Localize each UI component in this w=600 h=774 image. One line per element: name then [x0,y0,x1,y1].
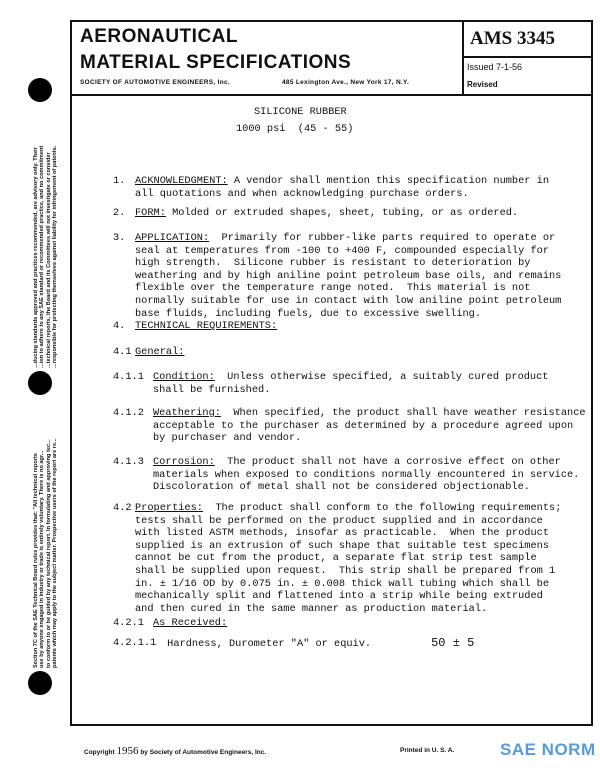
section-text: supplied is an extrusion of such shape that suitable test specimens [135,539,550,552]
spec-section [113,456,579,494]
section-line [153,469,579,482]
printed-in: Printed in U. S. A. [400,747,455,754]
section-line [153,432,586,445]
punch-hole [28,671,52,695]
section-text: The product shall conform to the following requirements; [202,502,562,514]
margin-note-upper [33,146,59,368]
section-text: Discoloration of metal shall not be considered objectionable. [153,481,530,494]
margin-note-lower [33,438,59,668]
section-line [135,207,518,220]
section-heading: As Received: [153,617,228,629]
section-text: high strength. Silicone rubber is resistant to deterioration by [135,257,531,270]
doc-subtitle: 1000 psi (45 - 55) [236,123,354,135]
section-line [153,407,586,420]
section-text: in. ± 1/16 OD by 0.075 in. ± 0.008 thick wall tubing which shall be [135,577,550,590]
margin-line: to conform to or be guided by any technical report. In formulating and approving tec... [45,439,52,668]
section-line [135,540,561,553]
section-line [135,603,561,616]
section-line [161,637,474,651]
section-number: 3. [113,232,126,244]
punch-hole [28,371,52,395]
section-line [135,308,561,321]
section-number: 4.1.1 [113,371,144,383]
section-text: shall be furnished. [153,383,271,396]
section-heading: TECHNICAL REQUIREMENTS: [135,320,278,332]
section-text: mechanically split and flattened into a strip while being extruded [135,590,543,603]
margin-line: use by anyone engaged in industry or trade is entirely voluntary. There is no agr... [39,450,46,668]
divider [462,20,464,96]
margin-line: ...ducing standards approved and practices recommended, are advisory only. Their [33,147,39,368]
section-line [153,456,579,469]
spec-section [113,407,586,445]
spec-section [113,502,561,615]
section-text: shall be supplied upon request. This strip shall be prepared from 1 [135,564,556,577]
section-text: weathering and by high aniline point petroleum base oils, and remains [135,269,562,282]
divider [462,56,593,58]
spec-section [113,320,277,333]
header-title-line2: MATERIAL SPECIFICATIONS [80,52,352,73]
issued-date: Issued 7-1-56 [467,62,523,72]
section-line [135,270,561,283]
section-number: 2. [113,207,126,219]
section-line [135,346,184,359]
section-number: 1. [113,175,126,187]
section-line [135,527,561,540]
section-line [135,590,561,603]
section-text: A vendor shall mention this specification number in [227,175,550,187]
punch-hole [28,78,52,102]
section-line [135,232,561,245]
section-heading: Weathering: [153,407,221,419]
section-line [135,188,549,201]
section-text: acceptable to the purchaser as determined by a procedure agreed upon [153,419,574,432]
section-text: base fluids, including fuels, due to excessive swelling. [135,307,482,320]
section-line [153,371,548,384]
section-heading: Properties: [135,502,203,514]
section-text: tests shall be performed on the product supplied and in accordance [135,514,543,527]
section-number: 4.2 [113,502,132,514]
copyright-year: 1956 [116,745,139,757]
doc-title: SILICONE RUBBER [254,106,347,118]
section-line [153,617,227,630]
section-number: 4. [113,320,126,332]
section-line [135,515,561,528]
section-line [135,245,561,258]
revised-label: Revised [467,80,498,89]
margin-line: Section 7C of the SAE Technical Board rules provides that: "All technical reports [33,453,39,668]
section-text: The product shall not have a corrosive effect on other [214,456,561,468]
section-text: seal at temperatures from -100 to +400 F, compounded especially for [135,244,550,257]
spec-section [113,617,227,630]
divider [70,94,593,96]
section-text: normally suitable for use in contact with low aniline point petroleum [135,294,562,307]
section-heading: Corrosion: [153,456,215,468]
margin-line: patents which may apply to the subject matter. Prospective users of the report are re... [52,438,59,668]
spec-section [113,371,548,396]
hardness-value: 50 ± 5 [431,636,475,650]
section-line [135,502,561,515]
spec-section [113,346,184,359]
section-heading: General: [135,346,185,358]
section-line [153,420,586,433]
section-text: and then cured in the same manner as production material. [135,602,488,615]
margin-line: ...ion to adhere to any SAE standard or recommended practice, and no commitment [39,145,46,368]
section-line [135,295,561,308]
section-text: by purchaser and vendor. [153,432,302,445]
spec-section [113,232,561,320]
copyright [84,745,266,757]
copyright-label: Copyright [84,749,115,756]
section-line [135,175,549,188]
section-line [153,384,548,397]
section-text: Unless otherwise specified, a suitably cured product [214,371,549,383]
section-text: Molded or extruded shapes, sheet, tubing, or as ordered. [165,207,519,219]
section-number: 4.1.2 [113,407,144,419]
section-number: 4.2.1 [113,617,144,629]
section-line [135,282,561,295]
section-line [135,565,561,578]
margin-line: ...technical reports, the Board and its Committees will not investigate or consider [45,152,52,368]
section-heading: APPLICATION: [135,232,210,244]
spec-number: AMS 3345 [470,28,555,49]
margin-line: ...responsible for protecting themselves against liability for infringement of patents. [52,145,59,368]
section-text: When specified, the product shall have weather resistance [220,407,586,419]
section-text: with listed ASTM methods, insofar as practicable. When the product [135,527,550,540]
section-heading: FORM: [135,207,166,219]
section-number: 4.1 [113,346,132,358]
section-text: flexible over the temperature range noted. This material is not [135,282,531,295]
section-text: materials when exposed to conditions normally encountered in service. [153,468,580,481]
section-heading: Condition: [153,371,215,383]
section-number: 4.1.3 [113,456,144,468]
society-address: 485 Lexington Ave., New York 17, N.Y. [282,79,410,86]
section-text: cannot be cut from the product, a separate flat strip test sample [135,552,537,565]
section-text: Hardness, Durometer "A" or equiv. [161,638,372,650]
section-line [135,257,561,270]
spec-section [113,175,549,200]
section-heading: ACKNOWLEDGMENT: [135,175,228,187]
section-text: all quotations and when acknowledging purchase orders. [135,187,469,200]
section-line [135,578,561,591]
section-line [135,552,561,565]
spec-section [113,207,518,220]
copyright-holder: by Society of Automotive Engineers, Inc. [140,749,267,756]
header-title-line1: AERONAUTICAL [80,26,238,47]
spec-section [113,637,474,651]
section-number: 4.2.1.1 [113,637,157,649]
section-line [135,320,277,333]
section-text: Primarily for rubber-like parts required to operate or [209,232,556,244]
section-line [153,481,579,494]
society-name: SOCIETY OF AUTOMOTIVE ENGINEERS, Inc. [80,79,231,86]
sae-norm-watermark: SAE NORM [500,740,596,759]
